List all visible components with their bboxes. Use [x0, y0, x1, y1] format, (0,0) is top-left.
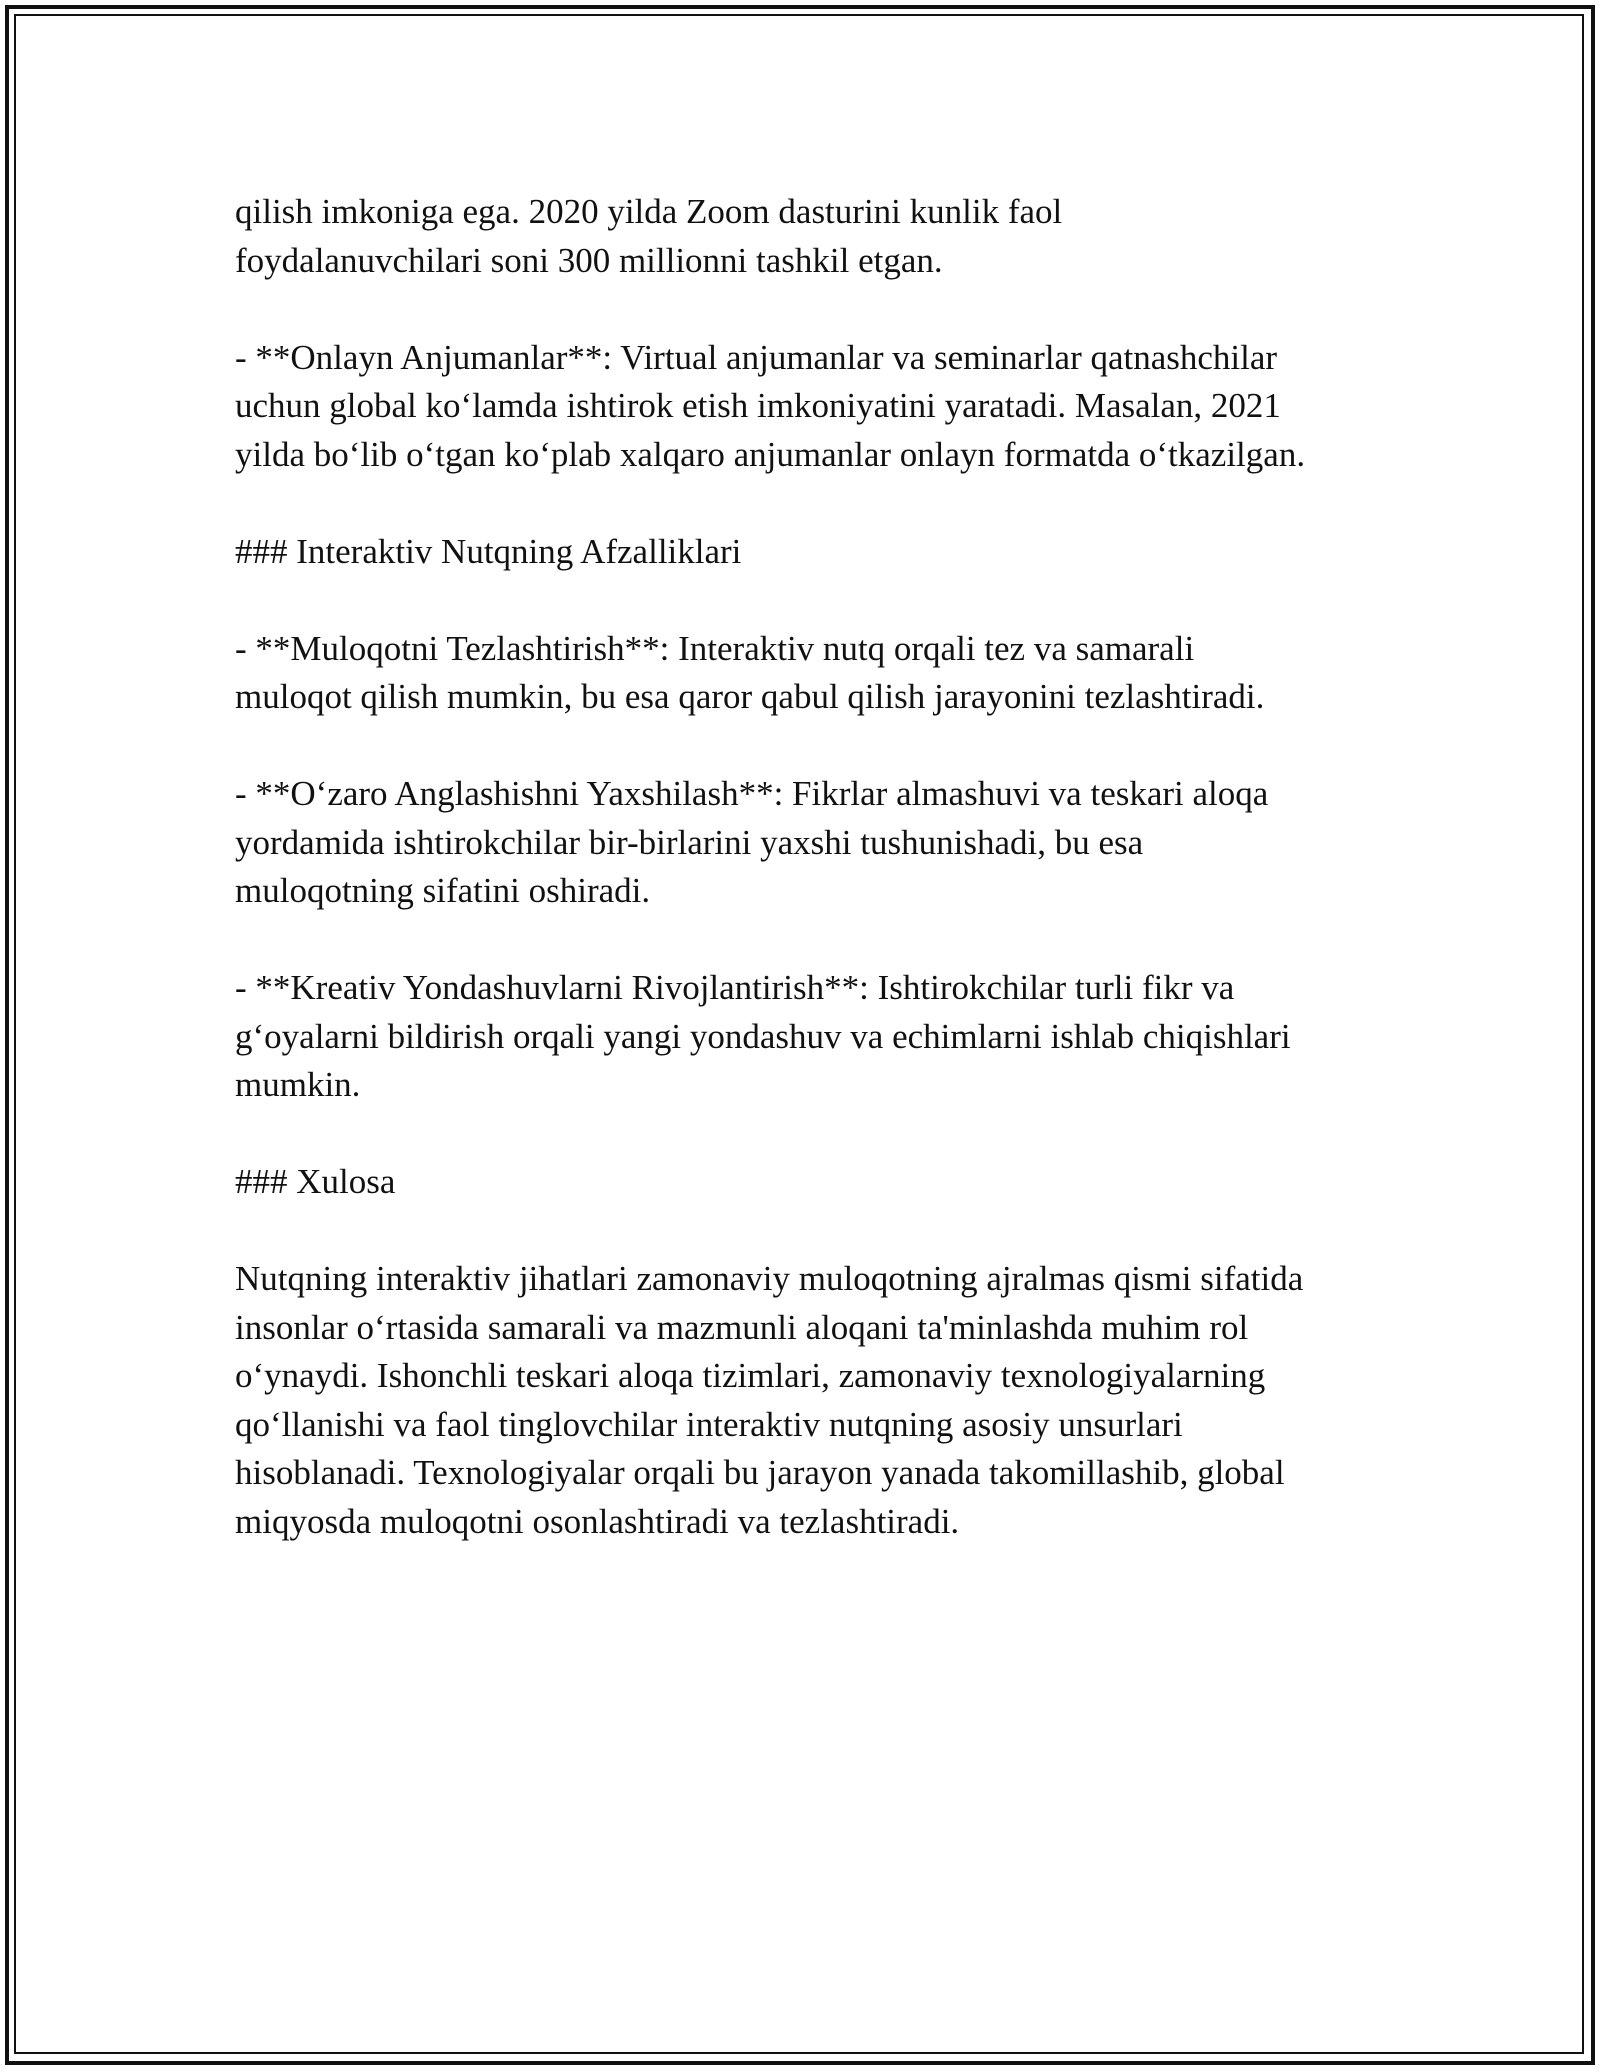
paragraph-gap: [235, 285, 1385, 334]
text-line: muloqot qilish mumkin, bu esa qaror qabul qilish jarayonini tezlashtiradi.: [235, 677, 1265, 716]
text-line: miqyosda muloqotni osonlashtiradi va tezlashtiradi.: [235, 1501, 960, 1541]
paragraph-gap: [235, 722, 1385, 771]
text-line: Nutqning interaktiv jihatlari zamonaviy muloqotning ajralmas qismi sifatida: [235, 1259, 1304, 1298]
text-line: yordamida ishtirokchilar bir-birlarini yaxshi tushunishadi, bu esa: [235, 822, 1144, 862]
paragraph-onlayn-anjumanlar: [235, 334, 1385, 480]
paragraph-gap: [235, 479, 1385, 528]
text-line: o‘ynaydi. Ishonchli teskari aloqa tizimlari, zamonaviy texnologiyalarning: [235, 1356, 1266, 1395]
text-line: muloqotning sifatini oshiradi.: [235, 871, 651, 910]
paragraph-gap: [235, 1110, 1385, 1159]
text-line: mumkin.: [235, 1065, 361, 1104]
text-line: qo‘llanishi va faol tinglovchilar interaktiv nutqning asosiy unsurlari: [235, 1404, 1183, 1444]
paragraph-kreativ-yondashuv: [235, 964, 1385, 1110]
text-line: - **O‘zaro Anglashishni Yaxshilash**: Fikrlar almashuvi va teskari aloqa: [235, 774, 1269, 813]
text-line: g‘oyalarni bildirish orqali yangi yondashuv va echimlarni ishlab chiqishlari: [235, 1016, 1291, 1056]
document-body: [235, 188, 1385, 1546]
text-line: - **Muloqotni Tezlashtirish**: Interaktiv nutq orqali tez va samarali: [235, 628, 1195, 668]
text-line: uchun global ko‘lamda ishtirok etish imkoniyatini yaratadi. Masalan, 2021: [235, 386, 1281, 425]
paragraph-zoom-continuation: [235, 188, 1385, 285]
paragraph-ozaro-anglashish: [235, 770, 1385, 916]
paragraph-gap: [235, 576, 1385, 625]
heading-afzalliklari: [235, 528, 1385, 577]
heading-xulosa: [235, 1158, 1385, 1207]
paragraph-xulosa-body: [235, 1255, 1385, 1546]
section-heading: ### Interaktiv Nutqning Afzalliklari: [235, 531, 742, 571]
paragraph-gap: [235, 1207, 1385, 1256]
text-line: qilish imkoniga ega. 2020 yilda Zoom dasturini kunlik faol: [235, 192, 1063, 231]
paragraph-gap: [235, 916, 1385, 965]
text-line: foydalanuvchilari soni 300 millionni tashkil etgan.: [235, 240, 943, 280]
text-line: hisoblanadi. Texnologiyalar orqali bu jarayon yanada takomillashib, global: [235, 1453, 1285, 1492]
text-line: insonlar o‘rtasida samarali va mazmunli aloqani ta'minlashda muhim rol: [235, 1307, 1249, 1347]
paragraph-muloqotni-tezlashtirish: [235, 625, 1385, 722]
text-line: yilda bo‘lib o‘tgan ko‘plab xalqaro anjumanlar onlayn formatda o‘tkazilgan.: [235, 434, 1306, 474]
text-line: - **Kreativ Yondashuvlarni Rivojlantirish**: Ishtirokchilar turli fikr va: [235, 968, 1235, 1007]
text-line: - **Onlayn Anjumanlar**: Virtual anjumanlar va seminarlar qatnashchilar: [235, 337, 1278, 377]
section-heading: ### Xulosa: [235, 1162, 396, 1201]
